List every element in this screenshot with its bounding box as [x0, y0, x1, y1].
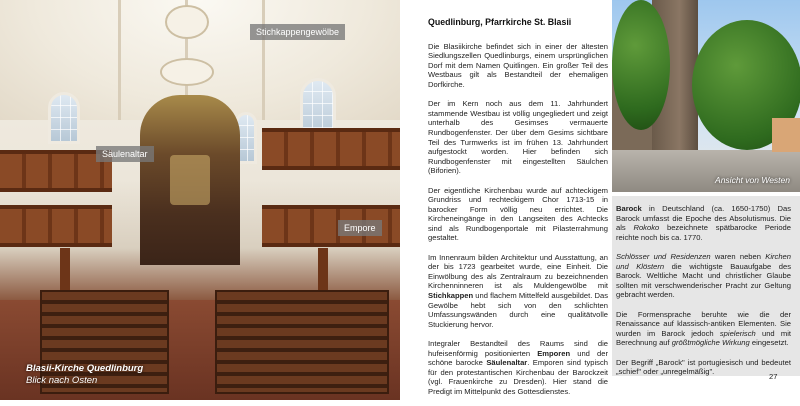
church-exterior-photo [612, 0, 800, 192]
label-gallery: Empore [338, 220, 382, 236]
house [772, 118, 800, 152]
article-paragraph: Im Innenraum bilden Architektur und Ausstattung, an der bis 1723 gearbeitet wurde, eine Einheit. Die Einwölbung des als Zentralraum zu bezeichnenden Kirchenninneren ist als Muldengewölbe mit Stichkappen und flachem Mittelfeld ausgebildet. Das Gewölbe hebt sich von den schlichten Umfassungswänden durch eine qualitätvolle Stuckierung hervor. [428, 252, 608, 329]
gallery-left-lower [0, 205, 112, 247]
label-altar: Säulenaltar [96, 146, 154, 162]
street [612, 150, 800, 192]
column-altar [140, 95, 240, 265]
church-window [48, 92, 80, 144]
church-interior-photo [0, 0, 400, 400]
gallery-right [262, 128, 400, 170]
article-paragraph: Integraler Bestandteil des Raums sind die hufeisenförmig positionierten Emporen und der schöne barocke Säulenaltar. Emporen sind typisch für den protestantischen Kirchenbau der Barockzeit (vgl. Frauenkirche zu Dresden). Hier stand die Predigt im Mittelpunkt des Gottesdienstes. [428, 339, 608, 396]
sidebar-paragraph: Die Formensprache beruhte wie die der Renaissance auf klassisch-antiken Elementen. Sie wurden im Barock jedoch spielerisch und mit Berechnung auf größtmögliche Wirkung eingesetzt. [616, 309, 791, 348]
ceiling-rosette [160, 58, 214, 86]
article-title: Quedlinburg, Pfarrkirche St. Blasii [428, 17, 572, 27]
caption-title: Blasii-Kirche Quedlinburg [26, 363, 144, 374]
sidebar-paragraph: Schlösser und Residenzen waren neben Kirchen und Klöstern die wichtigste Bauaufgabe des Barock. Weltliche Macht und christlicher Glaube sollten mit verschwenderischer Pracht zur Geltung gebracht werden. [616, 251, 791, 300]
article-column [428, 18, 608, 406]
caption-subtitle: Blick nach Osten [26, 375, 98, 386]
sidebar-paragraph: Der Begriff „Barock" ist portugiesisch und bedeutet „schief" oder „unregelmäßig". [616, 357, 791, 377]
article-paragraph: Der eigentliche Kirchenbau wurde auf achteckigem Grundriss und rechteckigem Chor 1713-15 in barocker Form völlig neu errichtet. Die Kircheneingänge in den Langseiten des Achtecks sind als Rundbogenportale mit Pilasterrahmung gestaltet. [428, 185, 608, 243]
vault-rib [262, 0, 265, 120]
vault-rib [118, 0, 121, 120]
tree [612, 0, 670, 130]
ceiling-rosette [165, 5, 209, 39]
church-pews [215, 290, 389, 394]
article-paragraph: Die Blasiikirche befindet sich in einer der ältesten Siedlungszellen Quedlinburgs, einem ursprünglichen Dorf mit dem Namen Quitlingen. Ein großer Teil des Westbaus gilt als Bestandteil der ehemaligen Dorfkirche. [428, 41, 608, 89]
page-number: 27 [769, 372, 778, 381]
photo-caption [26, 363, 143, 387]
exterior-caption: Ansicht von Westen [715, 175, 790, 185]
baroque-sidebar [612, 196, 800, 376]
label-vault: Stichkappengewölbe [250, 24, 345, 40]
sidebar-paragraph: Barock in Deutschland (ca. 1650-1750) Das Barock umfasst die Epoche des Absolutismus. Die als Rokoko bezeichnete spätbarocke Periode reichte noch bis ca. 1770. [616, 204, 791, 242]
article-paragraph: Der im Kern noch aus dem 11. Jahrhundert stammende Westbau ist völlig ungegliedert und zeigt unterhalb des Gesimses vermauerte Rundbogenfenster. Der über dem Gesims sichtbare Teil des Turmwerks ist im frühen 13. Jahrhundert aufgestockt worden. Hier befinden sich Rundbogenfenster mit eingestellten Säulchen (Biforien). [428, 99, 608, 176]
